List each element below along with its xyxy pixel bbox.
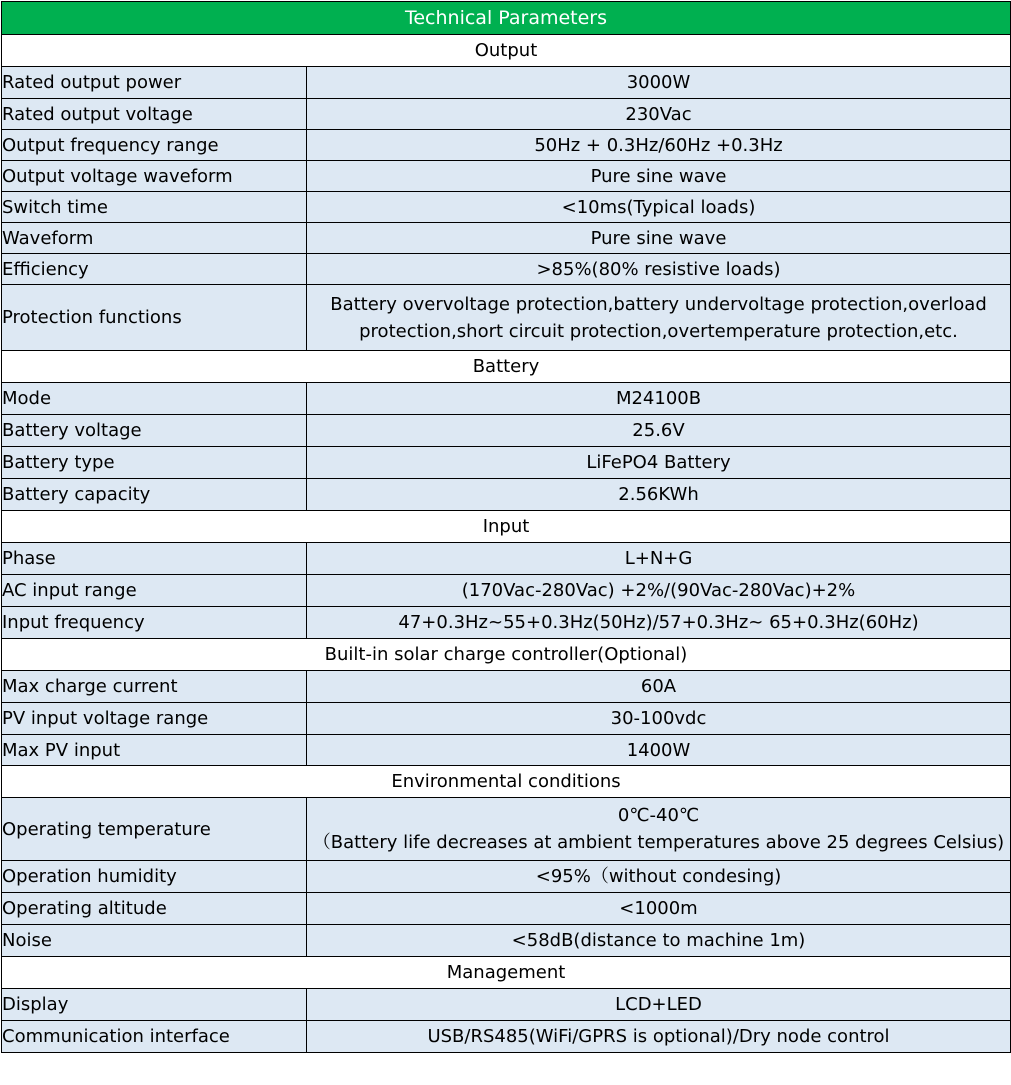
param-label: Rated output power [2, 67, 307, 99]
param-value: 230Vac [307, 99, 1011, 130]
param-value: Pure sine wave [307, 223, 1011, 254]
param-label: Phase [2, 543, 307, 575]
param-value: LiFePO4 Battery [307, 447, 1011, 479]
table-row [2, 989, 1011, 1021]
section-heading: Management [2, 957, 1011, 989]
section-heading: Environmental conditions [2, 766, 1011, 798]
section-heading: Battery [2, 351, 1011, 383]
param-value: 30-100vdc [307, 703, 1011, 735]
param-value: (170Vac-280Vac) +2%/(90Vac-280Vac)+2% [307, 575, 1011, 607]
param-value: <58dB(distance to machine 1m) [307, 925, 1011, 957]
param-label: Rated output voltage [2, 99, 307, 130]
param-label: Waveform [2, 223, 307, 254]
section-row-battery [2, 351, 1011, 383]
section-heading: Output [2, 35, 1011, 67]
param-value: M24100B [307, 383, 1011, 415]
param-value: 1400W [307, 735, 1011, 766]
param-value: 25.6V [307, 415, 1011, 447]
table-row [2, 798, 1011, 861]
table-row [2, 607, 1011, 639]
param-value: L+N+G [307, 543, 1011, 575]
param-value: Battery overvoltage protection,battery undervoltage protection,overload protection,short circuit protection,overtemperature protection,etc. [307, 285, 1011, 351]
param-value: 60A [307, 671, 1011, 703]
param-label: Battery voltage [2, 415, 307, 447]
section-row-management [2, 957, 1011, 989]
table-row [2, 447, 1011, 479]
section-heading: Built-in solar charge controller(Optional) [2, 639, 1011, 671]
technical-parameters-table [1, 1, 1011, 1053]
table-row [2, 893, 1011, 925]
table-row [2, 130, 1011, 161]
param-label: Switch time [2, 192, 307, 223]
table-row [2, 671, 1011, 703]
param-value: <10ms(Typical loads) [307, 192, 1011, 223]
table-row [2, 161, 1011, 192]
param-label: Battery type [2, 447, 307, 479]
param-label: Operation humidity [2, 861, 307, 893]
table-row [2, 223, 1011, 254]
param-label: PV input voltage range [2, 703, 307, 735]
param-label: Communication interface [2, 1021, 307, 1053]
section-row-built-in-solar-charge-controller-optional [2, 639, 1011, 671]
section-heading: Input [2, 511, 1011, 543]
table-row [2, 543, 1011, 575]
param-label: Efficiency [2, 254, 307, 285]
param-value: 0℃-40℃ （Battery life decreases at ambient temperatures above 25 degrees Celsius) [307, 798, 1011, 861]
table-row [2, 383, 1011, 415]
table-row [2, 99, 1011, 130]
table-row [2, 703, 1011, 735]
param-value: 50Hz + 0.3Hz/60Hz +0.3Hz [307, 130, 1011, 161]
table-row [2, 415, 1011, 447]
param-value: 3000W [307, 67, 1011, 99]
section-row-environmental-conditions [2, 766, 1011, 798]
param-value: USB/RS485(WiFi/GPRS is optional)/Dry node control [307, 1021, 1011, 1053]
table-row [2, 479, 1011, 511]
table-row [2, 192, 1011, 223]
param-label: Noise [2, 925, 307, 957]
param-label: AC input range [2, 575, 307, 607]
param-value: <1000m [307, 893, 1011, 925]
section-row-output [2, 35, 1011, 67]
param-value: 47+0.3Hz~55+0.3Hz(50Hz)/57+0.3Hz~ 65+0.3Hz(60Hz) [307, 607, 1011, 639]
table-body [2, 2, 1011, 1053]
param-label: Operating temperature [2, 798, 307, 861]
table-row [2, 735, 1011, 766]
param-label: Display [2, 989, 307, 1021]
table-row [2, 254, 1011, 285]
param-label: Max PV input [2, 735, 307, 766]
param-label: Operating altitude [2, 893, 307, 925]
param-label: Output frequency range [2, 130, 307, 161]
param-label: Input frequency [2, 607, 307, 639]
param-label: Battery capacity [2, 479, 307, 511]
param-value: <95%（without condesing) [307, 861, 1011, 893]
param-value: Pure sine wave [307, 161, 1011, 192]
param-value: >85%(80% resistive loads) [307, 254, 1011, 285]
table-title: Technical Parameters [2, 2, 1011, 35]
table-row [2, 575, 1011, 607]
table-row [2, 67, 1011, 99]
table-row [2, 1021, 1011, 1053]
table-row [2, 861, 1011, 893]
title-row [2, 2, 1011, 35]
param-label: Protection functions [2, 285, 307, 351]
table-row [2, 285, 1011, 351]
table-row [2, 925, 1011, 957]
param-value: LCD+LED [307, 989, 1011, 1021]
param-value: 2.56KWh [307, 479, 1011, 511]
param-label: Mode [2, 383, 307, 415]
section-row-input [2, 511, 1011, 543]
param-label: Max charge current [2, 671, 307, 703]
param-label: Output voltage waveform [2, 161, 307, 192]
